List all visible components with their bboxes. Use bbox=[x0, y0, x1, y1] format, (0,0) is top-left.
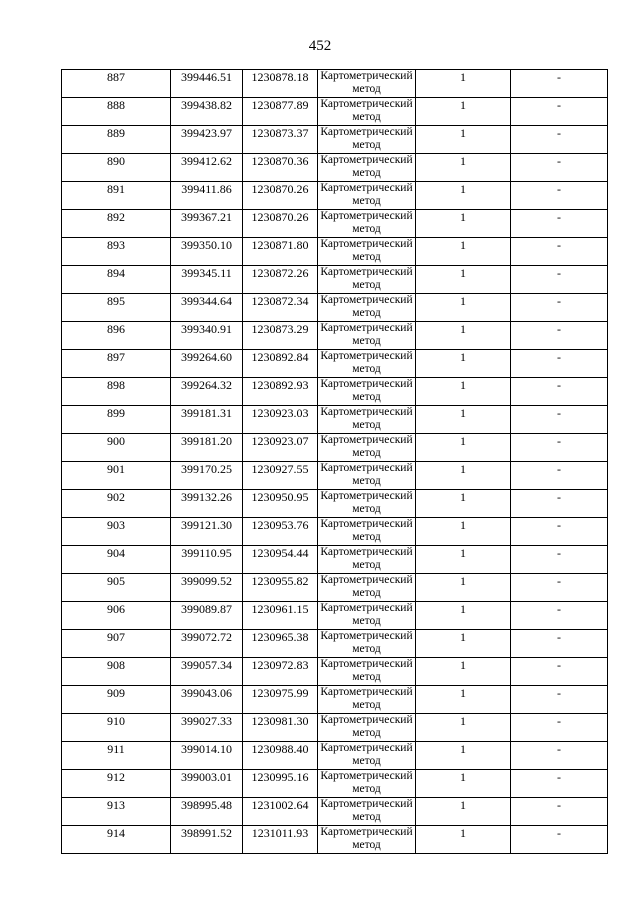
accuracy-cell: 1 bbox=[416, 658, 511, 686]
y-coordinate-cell: 1230873.29 bbox=[243, 322, 318, 350]
table-row bbox=[62, 294, 608, 322]
y-coordinate-cell: 1230873.37 bbox=[243, 126, 318, 154]
description-cell: - bbox=[511, 490, 608, 518]
table-row bbox=[62, 322, 608, 350]
accuracy-cell: 1 bbox=[416, 798, 511, 826]
accuracy-cell: 1 bbox=[416, 714, 511, 742]
x-coordinate-cell: 399089.87 bbox=[171, 602, 243, 630]
point-number-cell: 901 bbox=[62, 462, 171, 490]
table-row bbox=[62, 546, 608, 574]
x-coordinate-cell: 399344.64 bbox=[171, 294, 243, 322]
method-cell: Картометрический метод bbox=[318, 154, 416, 182]
accuracy-cell: 1 bbox=[416, 630, 511, 658]
point-number-cell: 903 bbox=[62, 518, 171, 546]
description-cell: - bbox=[511, 182, 608, 210]
description-cell: - bbox=[511, 462, 608, 490]
description-cell: - bbox=[511, 350, 608, 378]
point-number-cell: 900 bbox=[62, 434, 171, 462]
x-coordinate-cell: 399181.31 bbox=[171, 406, 243, 434]
accuracy-cell: 1 bbox=[416, 154, 511, 182]
method-cell: Картометрический метод bbox=[318, 742, 416, 770]
point-number-cell: 913 bbox=[62, 798, 171, 826]
y-coordinate-cell: 1230870.36 bbox=[243, 154, 318, 182]
x-coordinate-cell: 399345.11 bbox=[171, 266, 243, 294]
y-coordinate-cell: 1230965.38 bbox=[243, 630, 318, 658]
description-cell: - bbox=[511, 518, 608, 546]
table-row bbox=[62, 238, 608, 266]
accuracy-cell: 1 bbox=[416, 350, 511, 378]
point-number-cell: 914 bbox=[62, 826, 171, 854]
point-number-cell: 899 bbox=[62, 406, 171, 434]
y-coordinate-cell: 1230972.83 bbox=[243, 658, 318, 686]
point-number-cell: 905 bbox=[62, 574, 171, 602]
method-cell: Картометрический метод bbox=[318, 378, 416, 406]
table-row bbox=[62, 434, 608, 462]
table-row bbox=[62, 602, 608, 630]
x-coordinate-cell: 399412.62 bbox=[171, 154, 243, 182]
y-coordinate-cell: 1230953.76 bbox=[243, 518, 318, 546]
coordinates-table bbox=[61, 69, 608, 854]
point-number-cell: 908 bbox=[62, 658, 171, 686]
description-cell: - bbox=[511, 70, 608, 98]
x-coordinate-cell: 399057.34 bbox=[171, 658, 243, 686]
point-number-cell: 893 bbox=[62, 238, 171, 266]
description-cell: - bbox=[511, 826, 608, 854]
method-cell: Картометрический метод bbox=[318, 630, 416, 658]
point-number-cell: 897 bbox=[62, 350, 171, 378]
description-cell: - bbox=[511, 770, 608, 798]
accuracy-cell: 1 bbox=[416, 602, 511, 630]
point-number-cell: 904 bbox=[62, 546, 171, 574]
x-coordinate-cell: 399264.60 bbox=[171, 350, 243, 378]
method-cell: Картометрический метод bbox=[318, 602, 416, 630]
y-coordinate-cell: 1230878.18 bbox=[243, 70, 318, 98]
table-row bbox=[62, 658, 608, 686]
method-cell: Картометрический метод bbox=[318, 434, 416, 462]
coordinates-table-body bbox=[62, 70, 608, 854]
y-coordinate-cell: 1231011.93 bbox=[243, 826, 318, 854]
description-cell: - bbox=[511, 434, 608, 462]
y-coordinate-cell: 1230954.44 bbox=[243, 546, 318, 574]
point-number-cell: 889 bbox=[62, 126, 171, 154]
y-coordinate-cell: 1230955.82 bbox=[243, 574, 318, 602]
point-number-cell: 907 bbox=[62, 630, 171, 658]
method-cell: Картометрический метод bbox=[318, 462, 416, 490]
method-cell: Картометрический метод bbox=[318, 770, 416, 798]
accuracy-cell: 1 bbox=[416, 546, 511, 574]
method-cell: Картометрический метод bbox=[318, 798, 416, 826]
table-row bbox=[62, 630, 608, 658]
x-coordinate-cell: 398995.48 bbox=[171, 798, 243, 826]
point-number-cell: 906 bbox=[62, 602, 171, 630]
accuracy-cell: 1 bbox=[416, 126, 511, 154]
table-row bbox=[62, 210, 608, 238]
accuracy-cell: 1 bbox=[416, 686, 511, 714]
x-coordinate-cell: 399264.32 bbox=[171, 378, 243, 406]
x-coordinate-cell: 398991.52 bbox=[171, 826, 243, 854]
table-row bbox=[62, 182, 608, 210]
y-coordinate-cell: 1230981.30 bbox=[243, 714, 318, 742]
point-number-cell: 910 bbox=[62, 714, 171, 742]
x-coordinate-cell: 399438.82 bbox=[171, 98, 243, 126]
method-cell: Картометрический метод bbox=[318, 98, 416, 126]
description-cell: - bbox=[511, 378, 608, 406]
table-row bbox=[62, 154, 608, 182]
table-row bbox=[62, 742, 608, 770]
point-number-cell: 911 bbox=[62, 742, 171, 770]
description-cell: - bbox=[511, 742, 608, 770]
accuracy-cell: 1 bbox=[416, 770, 511, 798]
accuracy-cell: 1 bbox=[416, 518, 511, 546]
x-coordinate-cell: 399340.91 bbox=[171, 322, 243, 350]
table-row bbox=[62, 798, 608, 826]
page-number: 452 bbox=[308, 38, 332, 54]
accuracy-cell: 1 bbox=[416, 826, 511, 854]
y-coordinate-cell: 1230892.84 bbox=[243, 350, 318, 378]
table-row bbox=[62, 126, 608, 154]
method-cell: Картометрический метод bbox=[318, 686, 416, 714]
description-cell: - bbox=[511, 798, 608, 826]
point-number-cell: 895 bbox=[62, 294, 171, 322]
y-coordinate-cell: 1230923.07 bbox=[243, 434, 318, 462]
x-coordinate-cell: 399110.95 bbox=[171, 546, 243, 574]
x-coordinate-cell: 399003.01 bbox=[171, 770, 243, 798]
table-row bbox=[62, 98, 608, 126]
accuracy-cell: 1 bbox=[416, 70, 511, 98]
method-cell: Картометрический метод bbox=[318, 658, 416, 686]
method-cell: Картометрический метод bbox=[318, 490, 416, 518]
point-number-cell: 887 bbox=[62, 70, 171, 98]
method-cell: Картометрический метод bbox=[318, 574, 416, 602]
table-row bbox=[62, 406, 608, 434]
y-coordinate-cell: 1230950.95 bbox=[243, 490, 318, 518]
y-coordinate-cell: 1230872.26 bbox=[243, 266, 318, 294]
y-coordinate-cell: 1230877.89 bbox=[243, 98, 318, 126]
accuracy-cell: 1 bbox=[416, 434, 511, 462]
x-coordinate-cell: 399043.06 bbox=[171, 686, 243, 714]
x-coordinate-cell: 399367.21 bbox=[171, 210, 243, 238]
description-cell: - bbox=[511, 602, 608, 630]
y-coordinate-cell: 1230871.80 bbox=[243, 238, 318, 266]
y-coordinate-cell: 1230870.26 bbox=[243, 210, 318, 238]
x-coordinate-cell: 399072.72 bbox=[171, 630, 243, 658]
y-coordinate-cell: 1231002.64 bbox=[243, 798, 318, 826]
description-cell: - bbox=[511, 294, 608, 322]
accuracy-cell: 1 bbox=[416, 378, 511, 406]
table-row bbox=[62, 686, 608, 714]
description-cell: - bbox=[511, 126, 608, 154]
y-coordinate-cell: 1230872.34 bbox=[243, 294, 318, 322]
table-row bbox=[62, 462, 608, 490]
x-coordinate-cell: 399423.97 bbox=[171, 126, 243, 154]
method-cell: Картометрический метод bbox=[318, 70, 416, 98]
x-coordinate-cell: 399446.51 bbox=[171, 70, 243, 98]
point-number-cell: 898 bbox=[62, 378, 171, 406]
description-cell: - bbox=[511, 658, 608, 686]
method-cell: Картометрический метод bbox=[318, 546, 416, 574]
x-coordinate-cell: 399350.10 bbox=[171, 238, 243, 266]
x-coordinate-cell: 399027.33 bbox=[171, 714, 243, 742]
accuracy-cell: 1 bbox=[416, 294, 511, 322]
table-row bbox=[62, 378, 608, 406]
table-row bbox=[62, 770, 608, 798]
x-coordinate-cell: 399099.52 bbox=[171, 574, 243, 602]
point-number-cell: 902 bbox=[62, 490, 171, 518]
point-number-cell: 888 bbox=[62, 98, 171, 126]
y-coordinate-cell: 1230870.26 bbox=[243, 182, 318, 210]
y-coordinate-cell: 1230975.99 bbox=[243, 686, 318, 714]
y-coordinate-cell: 1230988.40 bbox=[243, 742, 318, 770]
point-number-cell: 909 bbox=[62, 686, 171, 714]
x-coordinate-cell: 399132.26 bbox=[171, 490, 243, 518]
method-cell: Картометрический метод bbox=[318, 294, 416, 322]
description-cell: - bbox=[511, 266, 608, 294]
accuracy-cell: 1 bbox=[416, 574, 511, 602]
point-number-cell: 912 bbox=[62, 770, 171, 798]
x-coordinate-cell: 399170.25 bbox=[171, 462, 243, 490]
method-cell: Картометрический метод bbox=[318, 182, 416, 210]
point-number-cell: 891 bbox=[62, 182, 171, 210]
table-row bbox=[62, 266, 608, 294]
y-coordinate-cell: 1230995.16 bbox=[243, 770, 318, 798]
y-coordinate-cell: 1230961.15 bbox=[243, 602, 318, 630]
accuracy-cell: 1 bbox=[416, 490, 511, 518]
x-coordinate-cell: 399121.30 bbox=[171, 518, 243, 546]
accuracy-cell: 1 bbox=[416, 322, 511, 350]
table-row bbox=[62, 714, 608, 742]
accuracy-cell: 1 bbox=[416, 266, 511, 294]
table-row bbox=[62, 518, 608, 546]
method-cell: Картометрический метод bbox=[318, 266, 416, 294]
method-cell: Картометрический метод bbox=[318, 350, 416, 378]
description-cell: - bbox=[511, 238, 608, 266]
x-coordinate-cell: 399411.86 bbox=[171, 182, 243, 210]
accuracy-cell: 1 bbox=[416, 742, 511, 770]
description-cell: - bbox=[511, 574, 608, 602]
method-cell: Картометрический метод bbox=[318, 714, 416, 742]
method-cell: Картометрический метод bbox=[318, 210, 416, 238]
method-cell: Картометрический метод bbox=[318, 322, 416, 350]
accuracy-cell: 1 bbox=[416, 98, 511, 126]
method-cell: Картометрический метод bbox=[318, 406, 416, 434]
point-number-cell: 890 bbox=[62, 154, 171, 182]
method-cell: Картометрический метод bbox=[318, 126, 416, 154]
description-cell: - bbox=[511, 714, 608, 742]
description-cell: - bbox=[511, 406, 608, 434]
description-cell: - bbox=[511, 210, 608, 238]
description-cell: - bbox=[511, 154, 608, 182]
y-coordinate-cell: 1230892.93 bbox=[243, 378, 318, 406]
x-coordinate-cell: 399181.20 bbox=[171, 434, 243, 462]
description-cell: - bbox=[511, 546, 608, 574]
method-cell: Картометрический метод bbox=[318, 826, 416, 854]
point-number-cell: 894 bbox=[62, 266, 171, 294]
accuracy-cell: 1 bbox=[416, 182, 511, 210]
accuracy-cell: 1 bbox=[416, 406, 511, 434]
method-cell: Картометрический метод bbox=[318, 238, 416, 266]
point-number-cell: 892 bbox=[62, 210, 171, 238]
x-coordinate-cell: 399014.10 bbox=[171, 742, 243, 770]
accuracy-cell: 1 bbox=[416, 238, 511, 266]
table-row bbox=[62, 350, 608, 378]
table-row bbox=[62, 574, 608, 602]
table-row bbox=[62, 70, 608, 98]
accuracy-cell: 1 bbox=[416, 462, 511, 490]
description-cell: - bbox=[511, 686, 608, 714]
description-cell: - bbox=[511, 630, 608, 658]
accuracy-cell: 1 bbox=[416, 210, 511, 238]
description-cell: - bbox=[511, 322, 608, 350]
y-coordinate-cell: 1230923.03 bbox=[243, 406, 318, 434]
table-row bbox=[62, 490, 608, 518]
table-row bbox=[62, 826, 608, 854]
y-coordinate-cell: 1230927.55 bbox=[243, 462, 318, 490]
point-number-cell: 896 bbox=[62, 322, 171, 350]
method-cell: Картометрический метод bbox=[318, 518, 416, 546]
description-cell: - bbox=[511, 98, 608, 126]
